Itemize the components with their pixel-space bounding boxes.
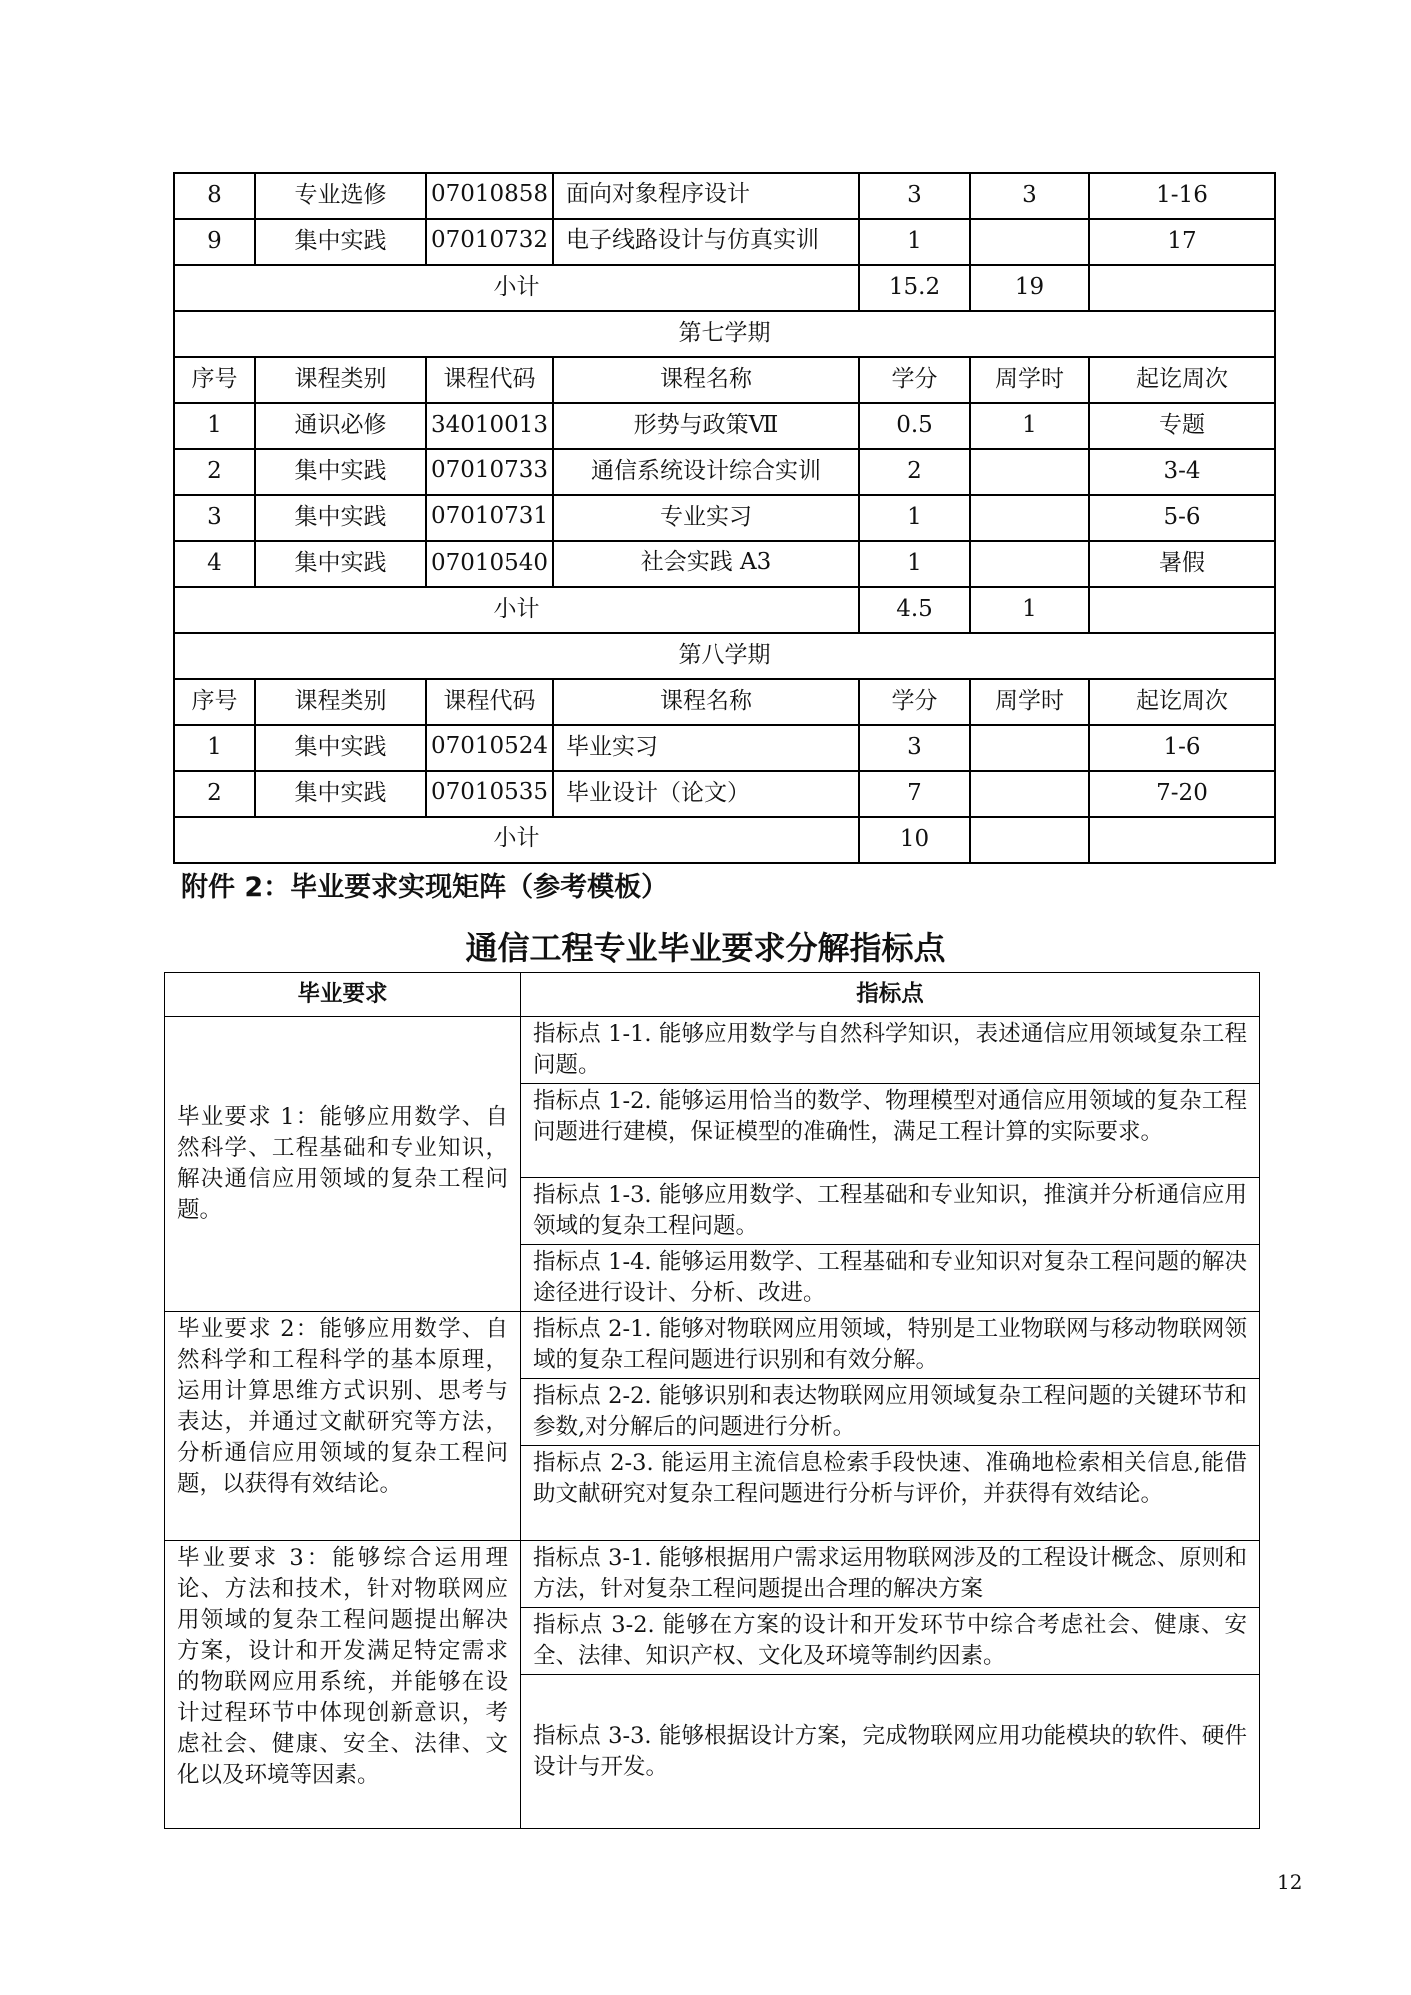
indicator-cell: 指标点 2-2. 能够识别和表达物联网应用领域复杂工程问题的关键环节和参数,对分解后的问题进行分析。	[521, 1379, 1260, 1446]
cell: 3	[174, 495, 255, 541]
cell: 07010731	[426, 495, 553, 541]
semester-row	[174, 311, 1275, 357]
cell: 0.5	[859, 403, 970, 449]
requirement-cell: 毕业要求 1：能够应用数学、自然科学、工程基础和专业知识，解决通信应用领域的复杂工程问题。	[165, 1017, 521, 1312]
table-row	[174, 541, 1275, 587]
indicator-cell: 指标点 3-1. 能够根据用户需求运用物联网涉及的工程设计概念、原则和方法，针对复杂工程问题提出合理的解决方案	[521, 1541, 1260, 1608]
header-cell: 课程代码	[426, 679, 553, 725]
header-cell: 课程类别	[255, 357, 426, 403]
indicator-cell: 指标点 1-3. 能够应用数学、工程基础和专业知识，推演并分析通信应用领域的复杂工程问题。	[521, 1178, 1260, 1245]
cell: 集中实践	[255, 725, 426, 771]
cell: 3	[970, 173, 1089, 219]
cell: 3	[859, 173, 970, 219]
cell: 集中实践	[255, 219, 426, 265]
cell: 毕业实习	[553, 725, 859, 771]
cell: 1-6	[1089, 725, 1275, 771]
subtotal-label: 小计	[174, 587, 859, 633]
cell: 专业实习	[553, 495, 859, 541]
cell: 面向对象程序设计	[553, 173, 859, 219]
header-cell: 周学时	[970, 679, 1089, 725]
cell: 1	[859, 541, 970, 587]
cell: 通信系统设计综合实训	[553, 449, 859, 495]
cell: 1	[859, 219, 970, 265]
table-row	[165, 1541, 1260, 1608]
indicator-cell: 指标点 2-3. 能运用主流信息检索手段快速、准确地检索相关信息,能借助文献研究对复杂工程问题进行分析与评价，并获得有效结论。	[521, 1446, 1260, 1541]
cell: 15.2	[859, 265, 970, 311]
cell	[1089, 817, 1275, 863]
header-cell: 课程名称	[553, 357, 859, 403]
cell: 集中实践	[255, 449, 426, 495]
header-row	[174, 357, 1275, 403]
cell: 暑假	[1089, 541, 1275, 587]
header-cell: 学分	[859, 357, 970, 403]
header-cell: 课程代码	[426, 357, 553, 403]
table-row	[165, 1312, 1260, 1379]
cell: 社会实践 A3	[553, 541, 859, 587]
subtotal-label: 小计	[174, 265, 859, 311]
cell: 电子线路设计与仿真实训	[553, 219, 859, 265]
table-row	[174, 771, 1275, 817]
cell: 1	[970, 587, 1089, 633]
cell: 集中实践	[255, 495, 426, 541]
header-cell: 学分	[859, 679, 970, 725]
header-cell: 毕业要求	[165, 973, 521, 1017]
table-row	[174, 403, 1275, 449]
cell: 通识必修	[255, 403, 426, 449]
cell: 9	[174, 219, 255, 265]
cell	[970, 449, 1089, 495]
indicator-cell: 指标点 3-3. 能够根据设计方案，完成物联网应用功能模块的软件、硬件设计与开发。	[521, 1675, 1260, 1829]
cell: 2	[174, 449, 255, 495]
annex-heading: 附件 2：毕业要求实现矩阵（参考模板）	[181, 872, 669, 903]
requirement-cell: 毕业要求 2：能够应用数学、自然科学和工程科学的基本原理，运用计算思维方式识别、思考与表达，并通过文献研究等方法，分析通信应用领域的复杂工程问题，以获得有效结论。	[165, 1312, 521, 1541]
course-schedule-table	[173, 172, 1276, 864]
header-cell: 序号	[174, 679, 255, 725]
header-cell: 指标点	[521, 973, 1260, 1017]
semester-title: 第八学期	[174, 633, 1275, 679]
cell: 集中实践	[255, 771, 426, 817]
header-cell: 课程类别	[255, 679, 426, 725]
indicator-cell: 指标点 3-2. 能够在方案的设计和开发环节中综合考虑社会、健康、安全、法律、知识产权、文化及环境等制约因素。	[521, 1608, 1260, 1675]
cell	[970, 771, 1089, 817]
semester-row	[174, 633, 1275, 679]
cell: 4	[174, 541, 255, 587]
cell: 7-20	[1089, 771, 1275, 817]
table-row	[174, 495, 1275, 541]
header-cell: 课程名称	[553, 679, 859, 725]
requirement-cell: 毕业要求 3：能够综合运用理论、方法和技术，针对物联网应用领域的复杂工程问题提出解决方案，设计和开发满足特定需求的物联网应用系统，并能够在设计过程环节中体现创新意识，考虑社会、健康、安全、法律、文化以及环境等因素。	[165, 1541, 521, 1829]
cell: 3	[859, 725, 970, 771]
cell: 专题	[1089, 403, 1275, 449]
subtotal-row	[174, 817, 1275, 863]
matrix-title: 通信工程专业毕业要求分解指标点	[465, 929, 946, 967]
page-number: 12	[1277, 1870, 1303, 1894]
indicator-cell: 指标点 2-1. 能够对物联网应用领域，特别是工业物联网与移动物联网领域的复杂工程问题进行识别和有效分解。	[521, 1312, 1260, 1379]
cell	[970, 541, 1089, 587]
semester-title: 第七学期	[174, 311, 1275, 357]
cell: 3-4	[1089, 449, 1275, 495]
cell	[970, 219, 1089, 265]
header-cell: 起讫周次	[1089, 357, 1275, 403]
subtotal-row	[174, 265, 1275, 311]
cell: 17	[1089, 219, 1275, 265]
indicator-cell: 指标点 1-1. 能够应用数学与自然科学知识，表述通信应用领域复杂工程问题。	[521, 1017, 1260, 1084]
cell: 形势与政策Ⅶ	[553, 403, 859, 449]
subtotal-label: 小计	[174, 817, 859, 863]
cell: 毕业设计（论文）	[553, 771, 859, 817]
cell: 2	[174, 771, 255, 817]
cell	[1089, 265, 1275, 311]
header-cell: 周学时	[970, 357, 1089, 403]
cell: 7	[859, 771, 970, 817]
cell: 07010535	[426, 771, 553, 817]
cell	[970, 817, 1089, 863]
indicator-cell: 指标点 1-2. 能够运用恰当的数学、物理模型对通信应用领域的复杂工程问题进行建模，保证模型的准确性，满足工程计算的实际要求。	[521, 1084, 1260, 1178]
cell: 1-16	[1089, 173, 1275, 219]
header-cell: 起讫周次	[1089, 679, 1275, 725]
cell: 1	[174, 403, 255, 449]
cell: 1	[859, 495, 970, 541]
cell: 集中实践	[255, 541, 426, 587]
requirements-matrix-table	[164, 972, 1260, 1829]
cell: 2	[859, 449, 970, 495]
table-row	[174, 219, 1275, 265]
cell: 07010732	[426, 219, 553, 265]
table-row	[165, 1017, 1260, 1084]
cell	[1089, 587, 1275, 633]
cell: 8	[174, 173, 255, 219]
cell: 4.5	[859, 587, 970, 633]
cell: 34010013	[426, 403, 553, 449]
cell	[970, 495, 1089, 541]
cell: 10	[859, 817, 970, 863]
subtotal-row	[174, 587, 1275, 633]
table-row	[174, 173, 1275, 219]
cell: 专业选修	[255, 173, 426, 219]
cell: 07010540	[426, 541, 553, 587]
cell: 1	[970, 403, 1089, 449]
cell	[970, 725, 1089, 771]
table-row	[174, 449, 1275, 495]
header-cell: 序号	[174, 357, 255, 403]
cell: 07010858	[426, 173, 553, 219]
header-row	[174, 679, 1275, 725]
cell: 5-6	[1089, 495, 1275, 541]
cell: 07010524	[426, 725, 553, 771]
cell: 07010733	[426, 449, 553, 495]
cell: 1	[174, 725, 255, 771]
header-row	[165, 973, 1260, 1017]
table-row	[174, 725, 1275, 771]
indicator-cell: 指标点 1-4. 能够运用数学、工程基础和专业知识对复杂工程问题的解决途径进行设计、分析、改进。	[521, 1245, 1260, 1312]
cell: 19	[970, 265, 1089, 311]
